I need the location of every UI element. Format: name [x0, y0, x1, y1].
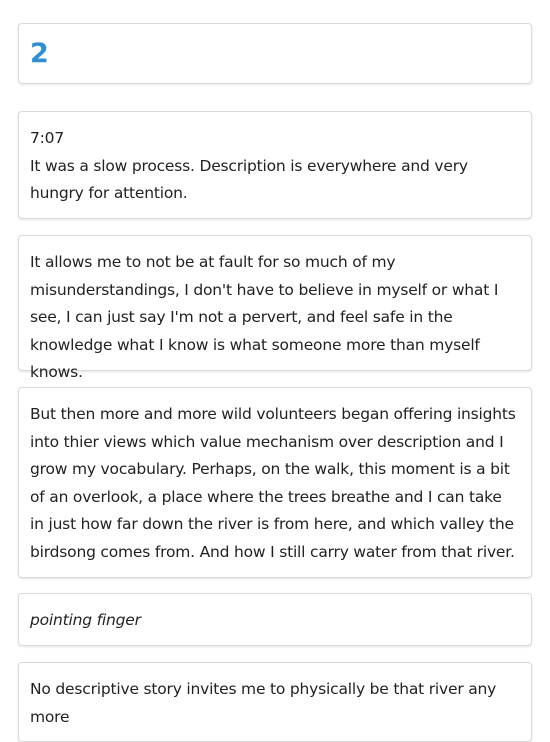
entry-card — [18, 111, 532, 219]
entry-text: It was a slow process. Description is everywhere and very hungry for attention. — [30, 156, 468, 203]
entry-text: No descriptive story invites me to physically be that river any more — [30, 680, 497, 726]
entry-card — [18, 593, 532, 646]
entry-card — [18, 235, 532, 382]
section-number-card — [18, 23, 532, 84]
entry-text: But then more and more wild volunteers began offering insights into thier views which value mechanism over description and I grow my vocabulary. Perhaps, on the walk, this moment is a bit of an overlook, a place where the trees breathe and I can take in just how far down the river is from here, and which valley the birdsong comes from. And how I still carry water from that river. — [30, 405, 516, 561]
entry-time: 7:07 — [30, 129, 65, 147]
entry-text: It allows me to not be at fault for so much of my misunderstandings, I don't have to believe in myself or what I see, I can just say I'm not a pervert, and feel safe in the knowledge what I know is what someone more than myself knows. — [30, 253, 499, 382]
entry-card — [18, 387, 532, 578]
section-number: 2 — [30, 38, 49, 69]
entry-card — [18, 662, 532, 742]
entry-text-italic: pointing finger — [30, 611, 141, 629]
